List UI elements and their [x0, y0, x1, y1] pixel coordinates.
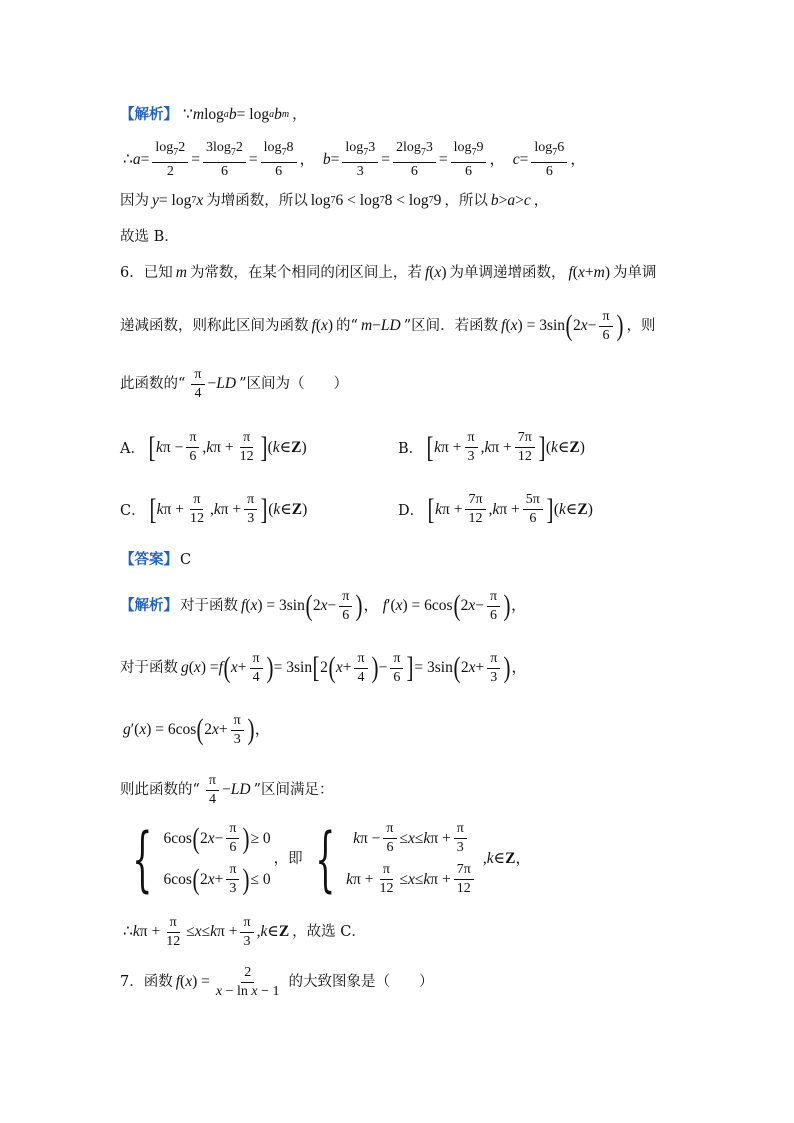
q6-solution-system — [120, 814, 720, 904]
q7-line-1 — [120, 962, 720, 1002]
question-number: 7． — [120, 974, 144, 990]
text: 则此函数的“ — [120, 782, 200, 798]
text: ，故选 C． — [292, 924, 366, 940]
math-fx: f ( x ) — [311, 317, 334, 334]
q5-analysis-line-4 — [120, 226, 720, 248]
formula-final: ∴ k π + $\frac{\pi}{12}$ ≤ x ≤ k π + $\frac{\pi}{3}$ , k ∈ Z — [123, 914, 290, 949]
text: 的大致图象是（ ） — [288, 974, 434, 990]
system-left: { 6cos ( 2 x − $\frac{\pi}{6}$ ) ≥ 0 6cos ( 2 x + $\frac{\pi}{3}$ ) ≤ 0 — [132, 818, 271, 900]
q5-analysis-line-2 — [120, 140, 720, 180]
option-label: D． — [398, 503, 425, 519]
option-d-formula: [ k π + $\frac{7\pi}{12}$ , k π + $\frac{5\pi}{6}$ ] ( k ∈ Z ) — [427, 492, 593, 526]
formula-log-power: ∵ m log a b = log a b m — [183, 106, 290, 123]
option-a-formula: [ k π − $\frac{\pi}{6}$ , k π + $\frac{\pi}{12}$ ] ( k ∈ Z ) — [148, 430, 307, 464]
text: 为单调 — [612, 265, 657, 281]
text: 对于函数 — [180, 598, 238, 614]
option-label: A． — [120, 441, 145, 457]
text: 的“ — [336, 318, 358, 334]
option-a[interactable] — [120, 430, 310, 465]
math-fxm: f ( x + m ) — [568, 264, 610, 281]
q5-analysis-line-3: 因为 y = log 7 x 为增函数，所以 log 7 6 < log 7 8 < log 7 9 ， 所以 b > a > c ， — [120, 190, 720, 212]
system-right: { k π − $\frac{\pi}{6}$ ≤ x ≤ k π + $\frac{\pi}{3}$ k π + $\frac{\pi}{12}$ ≤ x ≤ k π + $\frac{7\pi}{12}$ — [303, 821, 480, 897]
math-f-def: f ( x ) = 3sin ( 2 x − $\frac{\pi}{6}$ ) — [501, 308, 624, 343]
q6-solution-line-1 — [120, 586, 720, 626]
text: 已知 — [143, 265, 173, 281]
q6-solution-final — [120, 912, 720, 952]
text: 此函数的“ — [120, 376, 186, 392]
formula-gprime: g ′( x ) = 6cos ( 2 x + $\frac{\pi}{3}$ ) ， — [123, 712, 271, 747]
text: ，即 — [273, 851, 303, 867]
answer-label: 【答案】 — [120, 552, 178, 568]
option-c-formula: [ k π + $\frac{\pi}{12}$ , k π + $\frac{\pi}{3}$ ] ( k ∈ Z ) — [149, 492, 308, 526]
option-label: C． — [120, 503, 146, 519]
option-label: B． — [398, 441, 424, 457]
text: ，则 — [626, 318, 656, 334]
text: 所以 — [458, 193, 488, 209]
formula-a-b-c: ∴ a = $\frac{\log_72}{2}$ = $\frac{3\log_72}{6}$ = $\frac{\log_78}{6}$ ， b = $\frac{\log_73}{3}$ = $\frac{2\log_73}{6}$ = $\frac{\log_79}{6}$ ， c = $\frac{\log_76}{6}$ ， — [123, 140, 586, 179]
text: 为增函数，所以 — [206, 193, 308, 209]
q6-solution-line-2 — [120, 648, 720, 688]
text: 因为 — [120, 193, 149, 209]
q6-line-1 — [120, 262, 720, 284]
q6-solution-line-3 — [120, 710, 720, 750]
formula-b-a-c: b > a > c — [490, 192, 531, 209]
math-pi4-ld: $\frac{\pi}{4}$ − LD — [203, 773, 251, 808]
analysis-label: 【解析】 — [120, 107, 178, 123]
formula-g: g ( x ) = f ( x + $\frac{\pi}{4}$ ) = 3sin [ 2 ( x + $\frac{\pi}{4}$ ) − $\frac{\pi}{6}$ ] = 3sin ( 2 x + $\frac{\pi}{3}$ ) ， — [181, 650, 527, 685]
text: 故选 B． — [120, 229, 179, 245]
text: ”区间为（ ） — [239, 376, 348, 392]
text: 为常数，在某个相同的闭区间上，若 — [189, 265, 422, 281]
formula-f-fprime: f ( x ) = 3sin ( 2 x − $\frac{\pi}{6}$ ) ， f ′( x ) = 6cos ( 2 x − $\frac{\pi}{6}$ ) ， — [241, 588, 527, 623]
q6-solution-line-4 — [120, 770, 720, 810]
q6-line-2 — [120, 306, 720, 346]
option-c[interactable] — [120, 492, 310, 527]
formula-inequality: log 7 6 < log 7 8 < log 7 9 — [310, 192, 442, 209]
q6-answer — [120, 549, 720, 571]
option-b[interactable] — [398, 430, 588, 465]
math-m: m — [175, 264, 187, 281]
text: ”区间．若函数 — [403, 318, 499, 334]
answer-value: C — [180, 552, 192, 568]
math-m-ld: m − LD — [360, 317, 401, 334]
math-fx: f ( x ) — [424, 264, 447, 281]
q5-analysis-line-1: 【解析】 ∵ m log a b = log a b m ， — [120, 104, 720, 126]
text: 对于函数 — [120, 660, 178, 676]
question-number: 6． — [120, 265, 144, 281]
text: 为单调递增函数， — [449, 265, 566, 281]
q6-line-3 — [120, 364, 720, 404]
option-d[interactable] — [398, 492, 596, 527]
math-k-in-z: , k ∈ Z ， — [482, 850, 531, 867]
formula-y-log: y = log 7 x — [152, 192, 204, 209]
text: 函数 — [143, 974, 173, 990]
text: ”区间满足： — [253, 782, 334, 798]
analysis-label: 【解析】 — [120, 598, 178, 614]
option-b-formula: [ k π + $\frac{\pi}{3}$ , k π + $\frac{7\pi}{12}$ ] ( k ∈ Z ) — [426, 430, 585, 464]
math-pi4-ld: $\frac{\pi}{4}$ − LD — [188, 367, 236, 402]
text: 递减函数，则称此区间为函数 — [120, 318, 309, 334]
formula-q7: f ( x ) = $\frac{2}{\text{x − ln x − 1}}$ — [175, 964, 280, 999]
